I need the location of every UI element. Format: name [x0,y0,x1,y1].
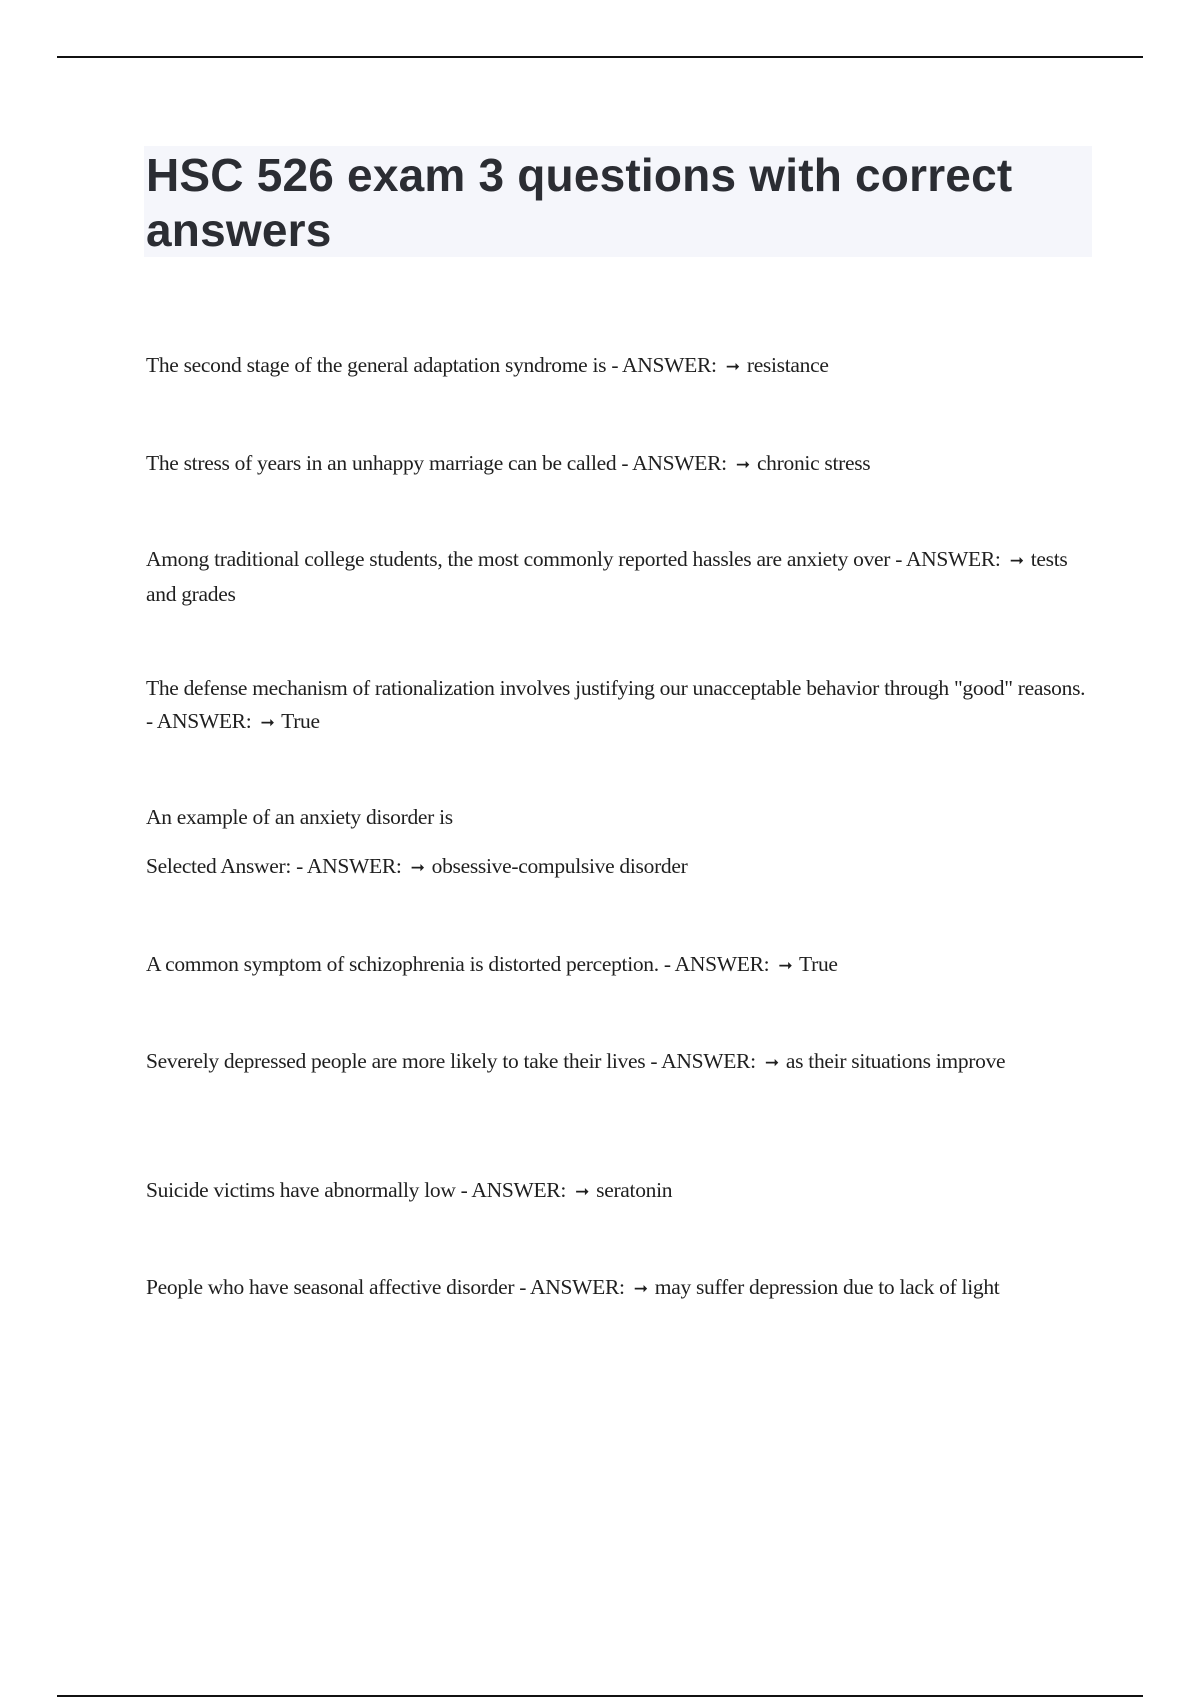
answer-text: tests and grades [146,547,1068,606]
answer-text: chronic stress [756,451,871,475]
answer-text: True [281,709,320,733]
qa-item-5 [146,801,1086,885]
answer-marker: - ANSWER: [519,1275,625,1299]
qa-item-4 [146,672,1086,740]
qa-item-8 [146,1174,1086,1209]
answer-marker: - ANSWER: [663,952,770,976]
qa-item-1 [146,349,1086,384]
answer-marker: - ANSWER: [460,1178,567,1202]
top-rule [57,56,1143,58]
arrow-icon: ➞ [735,455,750,475]
question-text: The stress of years in an unhappy marriage can be called [146,451,617,475]
qa-item-7 [146,1045,1086,1080]
answer-marker: - ANSWER: [296,854,402,878]
question-text: The second stage of the general adaptation syndrome is [146,353,607,377]
answer-text: as their situations improve [785,1049,1006,1073]
answer-marker: - ANSWER: [895,547,1001,571]
qa-item-3 [146,543,1086,611]
question-text: The defense mechanism of rationalization involves justifying our unacceptable behavior through "good" reasons. [146,676,1086,700]
question-text: People who have seasonal affective disorder [146,1275,515,1299]
answer-text: resistance [746,353,829,377]
question-text: Suicide victims have abnormally low [146,1178,456,1202]
answer-text: seratonin [596,1178,673,1202]
question-text: An example of an anxiety disorder is [146,805,453,829]
qa-item-9 [146,1271,1086,1306]
answer-marker: - ANSWER: [611,353,717,377]
answer-marker: - ANSWER: [621,451,727,475]
bottom-rule [57,1695,1143,1697]
arrow-icon: ➞ [1009,551,1024,571]
answer-text: may suffer depression due to lack of light [654,1275,1000,1299]
arrow-icon: ➞ [764,1053,779,1073]
arrow-icon: ➞ [725,357,740,377]
answer-marker: - ANSWER: [146,709,252,733]
question-text: A common symptom of schizophrenia is distorted perception. [146,952,659,976]
qa-item-6 [146,948,1086,983]
arrow-icon: ➞ [260,713,275,733]
document-title: HSC 526 exam 3 questions with correct answers [146,149,1013,256]
answer-text: obsessive-compulsive disorder [431,854,688,878]
selected-answer-label: Selected Answer: [146,854,292,878]
arrow-icon: ➞ [633,1279,648,1299]
selected-answer-line [146,850,1086,885]
qa-item-2 [146,447,1086,482]
answer-text: True [799,952,838,976]
question-text: Among traditional college students, the most commonly reported hassles are anxiety over [146,547,891,571]
arrow-icon: ➞ [778,956,793,976]
answer-marker: - ANSWER: [650,1049,756,1073]
arrow-icon: ➞ [575,1182,590,1202]
question-text: Severely depressed people are more likely to take their lives [146,1049,646,1073]
arrow-icon: ➞ [410,858,425,878]
